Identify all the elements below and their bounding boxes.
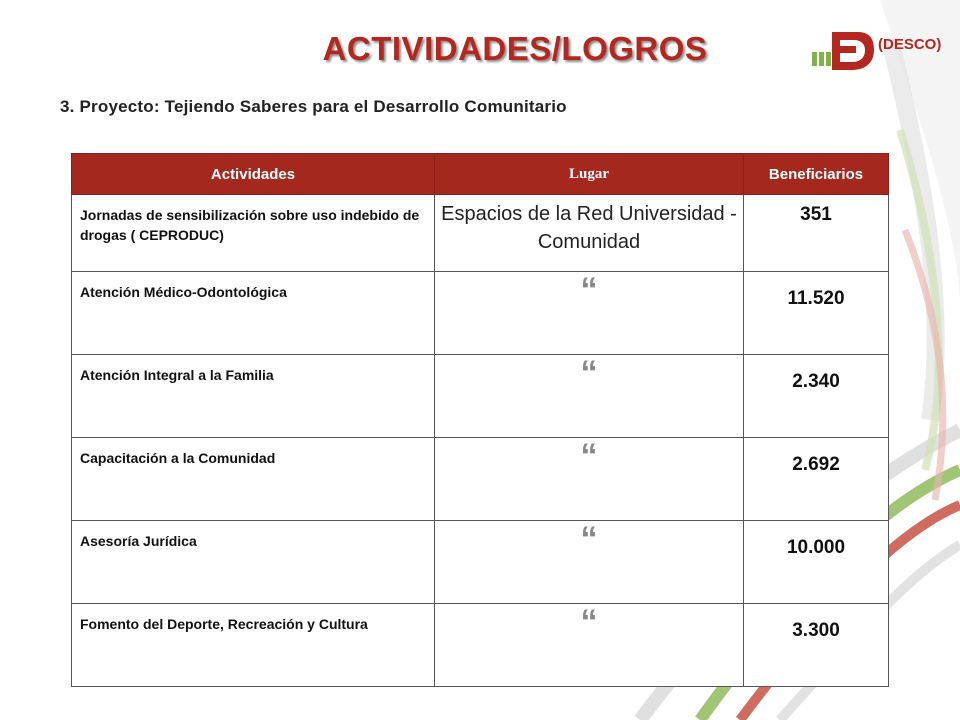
place-cell: “ xyxy=(435,355,744,438)
beneficiaries-cell: 2.692 xyxy=(744,438,889,521)
logo-text: (DESCO) xyxy=(878,36,942,53)
desco-logo-icon xyxy=(812,18,876,80)
place-cell: “ xyxy=(435,604,744,687)
table-header-row xyxy=(72,154,889,195)
beneficiaries-cell: 11.520 xyxy=(744,272,889,355)
beneficiaries-cell: 10.000 xyxy=(744,521,889,604)
activity-cell: Jornadas de sensibilización sobre uso indebido de drogas ( CEPRODUC) xyxy=(72,195,435,272)
place-cell: Espacios de la Red Universidad - Comunidad xyxy=(435,195,744,272)
place-cell: “ xyxy=(435,521,744,604)
activity-cell: Asesoría Jurídica xyxy=(72,521,435,604)
table-row xyxy=(72,272,889,355)
beneficiaries-cell: 351 xyxy=(744,195,889,272)
project-subtitle: 3. Proyecto: Tejiendo Saberes para el Desarrollo Comunitario xyxy=(60,97,567,116)
header-lugar: Lugar xyxy=(435,154,744,195)
table-row xyxy=(72,355,889,438)
header-actividades: Actividades xyxy=(72,154,435,195)
beneficiaries-cell: 3.300 xyxy=(744,604,889,687)
table-row xyxy=(72,521,889,604)
activity-cell: Capacitación a la Comunidad xyxy=(72,438,435,521)
activity-cell: Fomento del Deporte, Recreación y Cultura xyxy=(72,604,435,687)
table-row xyxy=(72,195,889,272)
header-beneficiarios: Beneficiarios xyxy=(744,154,889,195)
activities-table xyxy=(71,153,889,687)
activity-cell: Atención Médico-Odontológica xyxy=(72,272,435,355)
place-cell: “ xyxy=(435,438,744,521)
table-row xyxy=(72,604,889,687)
desco-logo xyxy=(812,18,952,80)
beneficiaries-cell: 2.340 xyxy=(744,355,889,438)
slide-title: ACTIVIDADES/LOGROS xyxy=(322,30,708,67)
place-cell: “ xyxy=(435,272,744,355)
table-row xyxy=(72,438,889,521)
activity-cell: Atención Integral a la Familia xyxy=(72,355,435,438)
